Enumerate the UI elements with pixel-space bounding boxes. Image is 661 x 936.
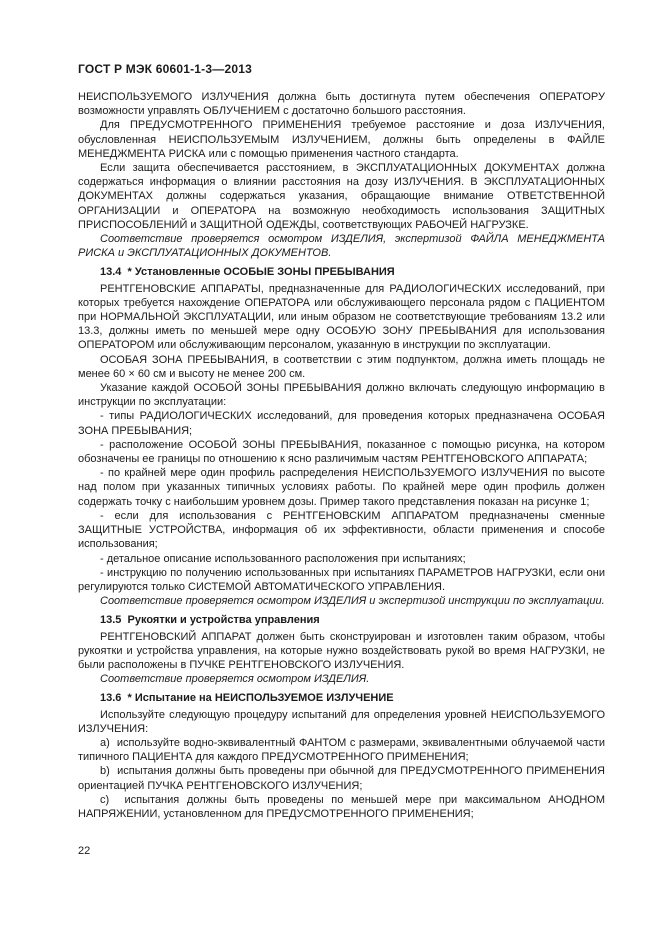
list-item: c) испытания должны быть проведены по меньшей мере при максимальном АНОДНОМ НАПРЯЖЕНИИ, установленном для ПРЕДУСМОТРЕННОГО ПРИМЕНЕНИЯ; xyxy=(78,793,605,820)
list-item: - инструкцию по получению использованных при испытаниях ПАРАМЕТРОВ НАГРУЗКИ, если они регулируются только СИСТЕМОЙ АВТОМАТИЧЕСКОГО УПРАВЛЕНИЯ. xyxy=(78,566,605,593)
document-body xyxy=(78,90,605,821)
paragraph: Если защита обеспечивается расстоянием, в ЭКСПЛУАТАЦИОННЫХ ДОКУМЕНТАХ должна содержаться информация о влиянии расстояния на дозу ИЗЛУЧЕНИЯ. В ЭКСПЛУАТАЦИОННЫХ ДОКУМЕНТАХ должны содержаться указания, обращающие внимание ОТВЕТСТВЕННОЙ ОРГАНИЗАЦИИ и ОПЕРАТОРА на возможную необходимость использования ЗАЩИТНЫХ ПРИСПОСОБЛЕНИЙ и ЗАЩИТНОЙ ОДЕЖДЫ, соответствующих РАБОЧЕЙ НАГРУЗКЕ. xyxy=(78,162,605,231)
list-item: - типы РАДИОЛОГИЧЕСКИХ исследований, для проведения которых предназначена ОСОБАЯ ЗОНА ПРЕБЫВАНИЯ; xyxy=(78,410,605,437)
list-item: - по крайней мере один профиль распределения НЕИСПОЛЬЗУЕМОГО ИЗЛУЧЕНИЯ по высоте над полом при указанных типичных условиях работы. По крайней мере один профиль должен содержать точку с наибольшим уровнем дозы. Пример такого представления показан на рисунке 1; xyxy=(78,467,605,508)
page-number: 22 xyxy=(78,845,91,857)
paragraph: РЕНТГЕНОВСКИЙ АППАРАТ должен быть сконструирован и изготовлен таким образом, чтобы рукоятки и устройства управления, на которые нужно воздействовать рукой во время НАГРУЗКИ, не были расположены в ПУЧКЕ РЕНТГЕНОВСКОГО ИЗЛУЧЕНИЯ. xyxy=(78,630,605,671)
running-header-standard-designation: ГОСТ Р МЭК 60601-1-3—2013 xyxy=(78,62,252,76)
paragraph: Для ПРЕДУСМОТРЕННОГО ПРИМЕНЕНИЯ требуемое расстояние и доза ИЗЛУЧЕНИЯ, обусловленная НЕИСПОЛЬЗУЕМЫМ ИЗЛУЧЕНИЕМ, должны быть определены в ФАЙЛЕ МЕНЕДЖМЕНТА РИСКА или с помощью применения частного стандарта. xyxy=(78,119,605,160)
list-item: - если для использования с РЕНТГЕНОВСКИМ АППАРАТОМ предназначены сменные ЗАЩИТНЫЕ УСТРОЙСТВА, информация об их эффективности, области применения и способе использования; xyxy=(78,509,605,551)
paragraph: НЕИСПОЛЬЗУЕМОГО ИЗЛУЧЕНИЯ должна быть достигнута путем обеспечения ОПЕРАТОРУ возможности управлять ОБЛУЧЕНИЕМ с достаточно большого расстояния. xyxy=(78,91,605,118)
list-item: - расположение ОСОБОЙ ЗОНЫ ПРЕБЫВАНИЯ, показанное с помощью рисунка, на котором обозначены ее границы по отношению к ясно различимым частям РЕНТГЕНОВСКОГО АППАРАТА; xyxy=(78,438,605,466)
paragraph: РЕНТГЕНОВСКИЕ АППАРАТЫ, предназначенные для РАДИОЛОГИЧЕСКИХ исследований, при которых требуется нахождение ОПЕРАТОРА или обслуживающего персонала рядом с ПАЦИЕНТОМ при НОРМАЛЬНОЙ ЭКСПЛУАТАЦИИ, или иным образом не соответствующие требованиям 13.2 или 13.3, должны иметь по меньшей мере одну ОСОБУЮ ЗОНУ ПРЕБЫВАНИЯ для использования ОПЕРАТОРОМ или обслуживающим персоналом, указанную в инструкции по эксплуатации. xyxy=(78,282,605,352)
section-heading-13-4: 13.4 * Установленные ОСОБЫЕ ЗОНЫ ПРЕБЫВАНИЯ xyxy=(100,266,395,279)
list-item: - детальное описание использованного расположения при испытаниях; xyxy=(100,552,466,565)
section-heading-13-6: 13.6 * Испытание на НЕИСПОЛЬЗУЕМОЕ ИЗЛУЧЕНИЕ xyxy=(100,692,394,705)
compliance-note: Соответствие проверяется осмотром ИЗДЕЛИЯ и экспертизой инструкции по эксплуатации. xyxy=(100,595,605,608)
paragraph: ОСОБАЯ ЗОНА ПРЕБЫВАНИЯ, в соответствии с этим подпунктом, должна иметь площадь не менее 60 × 60 см и высоту не менее 200 см. xyxy=(78,353,605,380)
compliance-note: Соответствие проверяется осмотром ИЗДЕЛИЯ, экспертизой ФАЙЛА МЕНЕДЖМЕНТА РИСКА и ЭКСПЛУАТАЦИОННЫХ ДОКУМЕНТОВ. xyxy=(78,233,605,260)
list-item: a) используйте водно-эквивалентный ФАНТОМ с размерами, эквивалентными облучаемой части типичного ПАЦИЕНТА для каждого ПРЕДУСМОТРЕННОГО ПРИМЕНЕНИЯ; xyxy=(78,736,605,764)
paragraph: Указание каждой ОСОБОЙ ЗОНЫ ПРЕБЫВАНИЯ должно включать следующую информацию в инструкции по эксплуатации: xyxy=(78,382,605,409)
paragraph: Используйте следующую процедуру испытаний для определения уровней НЕИСПОЛЬЗУЕМОГО ИЗЛУЧЕНИЯ: xyxy=(78,708,605,735)
list-item: b) испытания должны быть проведены при обычной для ПРЕДУСМОТРЕННОГО ПРИМЕНЕНИЯ ориентацией ПУЧКА РЕНТГЕНОВСКОГО ИЗЛУЧЕНИЯ; xyxy=(78,765,605,792)
section-heading-13-5: 13.5 Рукоятки и устройства управления xyxy=(100,614,320,627)
compliance-note: Соответствие проверяется осмотром ИЗДЕЛИЯ. xyxy=(100,673,370,686)
